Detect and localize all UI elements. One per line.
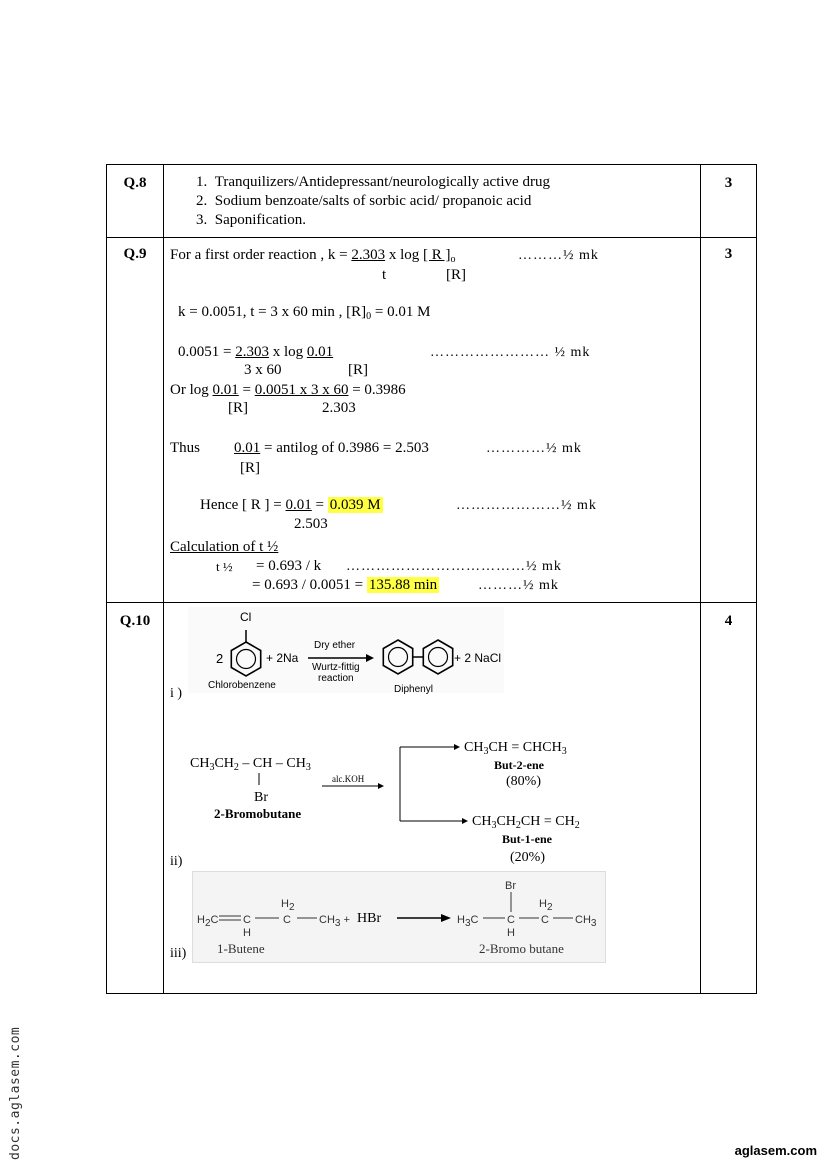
answer-item-2: 2. Sodium benzoate/salts of sorbic acid/ propanoic acid xyxy=(196,193,532,209)
reaction-wurtz-fittig: Cl 2 + 2Na Dry ether Wurtz-fittig reaction + 2 NaCl Chlorobenzene Diphenyl xyxy=(188,607,504,693)
question-number: Q.9 xyxy=(123,246,147,262)
answer-item-3: 3. Saponification. xyxy=(196,212,306,228)
half-life-answer: = 0.693 / 0.0051 = 135.88 min xyxy=(252,577,438,593)
reaction-hbr-addition: H2C C H H2 C CH3 + HBr 1-Butene H3C C H Br H2 C CH3 2-Bromo butane xyxy=(192,871,606,963)
row-q8 xyxy=(107,165,757,238)
h2c-label: H2C xyxy=(197,914,219,929)
product-h2-label: H2 xyxy=(539,898,553,913)
highlighted-answer: 0.039 M xyxy=(329,497,381,513)
reaction-label-i: i ) xyxy=(170,686,183,701)
h2-top-label: H2 xyxy=(281,898,295,913)
diphenyl-ring-1 xyxy=(383,640,412,674)
half-life-heading: Calculation of t ½ xyxy=(170,539,279,555)
concentration-answer: Hence [ R ] = 0.01 = 0.039 M xyxy=(200,497,381,513)
side-watermark: docs.aglasem.com xyxy=(8,1026,23,1160)
marks: 3 xyxy=(724,246,733,262)
h3c-label: H3C xyxy=(457,914,479,929)
reaction-label-iii: iii) xyxy=(170,946,187,961)
elimination-diagram xyxy=(164,733,644,873)
diphenyl-ring-2 xyxy=(423,640,452,674)
marks: 3 xyxy=(724,175,733,191)
chlorobenzene-ring xyxy=(231,630,260,676)
highlighted-answer: 135.88 min xyxy=(368,577,438,593)
row-q10 xyxy=(107,603,757,994)
answer-item-1: 1. Tranquilizers/Antidepressant/neurologically active drug xyxy=(196,174,550,190)
antilog-line: 0.01 = antilog of 0.3986 = 2.503 xyxy=(234,440,429,456)
bromobutane-formula: $CH_3CH_2$ – CH – $CH_3$ xyxy=(190,756,311,773)
product-ch3: CH3 xyxy=(575,914,597,929)
reaction-label-ii: ii) xyxy=(170,854,183,869)
rate-law-line: For a first order reaction , k = 2.303 x log [ R ]$_o$ xyxy=(170,247,456,265)
ch3-plus: CH3 + xyxy=(319,914,350,929)
question-number: Q.8 xyxy=(123,175,147,191)
but-2-ene-formula: $CH_3CH$ = $CHCH_3$ xyxy=(464,740,567,757)
row-q9: Q.9 For a first order reaction , k = 2.303 x log [ R ]$_o$ ………½ mk t [R] k = 0.0051, t = 3 x 60 min , $[R]_0 = 0.01$ M 0.0051 = 2.303 x log 0.01 …………………… ½ mk 3 x 60 [R] Or log 0.01 = 0.0051 x 3 x 60 = 0.3986 [R] 2.303 Thus 0.01 = antilog of 0.3986 = 2.503 …………½ mk [R] Hence [ R ] = 0.01 = 0.039 M …………………½ mk 2.503 Calculation of t ½ t ½ = 0.693 / k ………………………………½ mk = 0.693 / 0.0051 = 135.88 min ………½ mk 3 xyxy=(107,238,757,603)
footer-brand: aglasem.com xyxy=(734,1143,817,1158)
reaction-dehydrohalogenation: $CH_3CH_2$ – CH – $CH_3$ Br 2-Bromobutane alc.KOH $CH_3CH$ = $CHCH_3$ But-2-ene (80%) $CH_3CH_2CH = CH_2$ But-1-ene (20%) xyxy=(164,733,644,873)
question-number: Q.10 xyxy=(119,613,151,629)
substitution-line: 0.0051 = 2.303 x log 0.01 xyxy=(178,344,334,360)
but-1-ene-formula: $CH_3CH_2CH = CH_2$ xyxy=(472,814,580,831)
given-values: k = 0.0051, t = 3 x 60 min , $[R]_0 = 0.01$ M xyxy=(178,304,431,322)
mark-dots: ………½ mk xyxy=(518,248,599,263)
log-line: Or log 0.01 = 0.0051 x 3 x 60 = 0.3986 xyxy=(170,382,406,398)
marks: 4 xyxy=(724,613,733,629)
marking-scheme-table xyxy=(106,164,757,994)
